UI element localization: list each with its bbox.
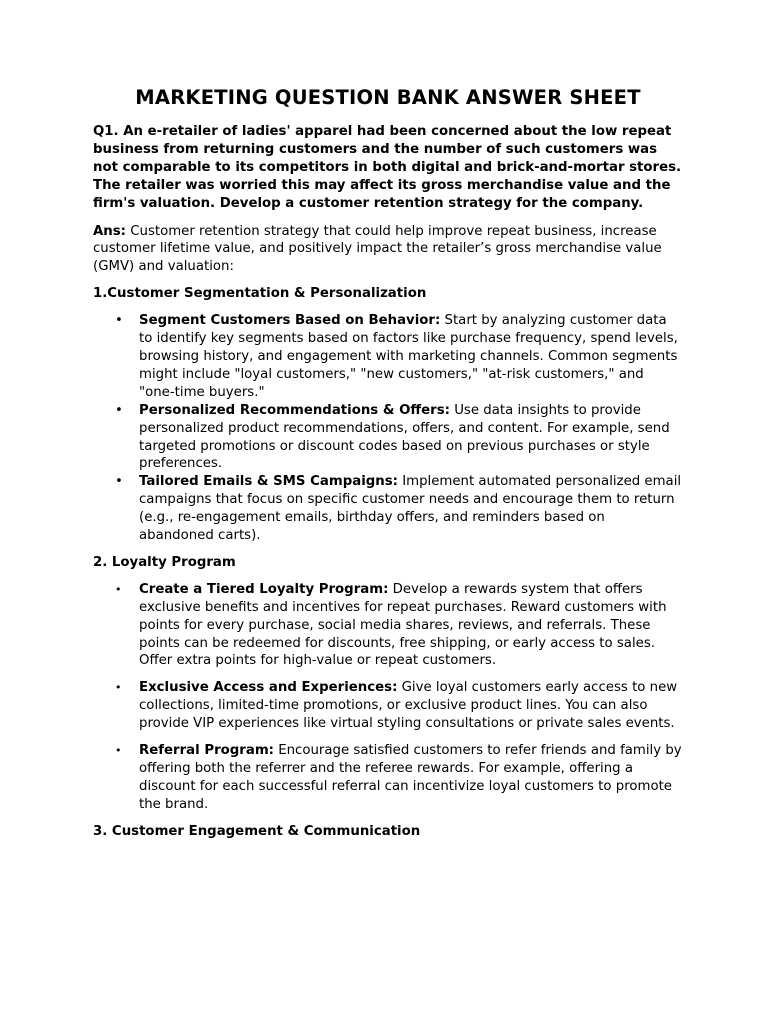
segmentation-list [93,312,683,545]
section-heading-segmentation: 1.Customer Segmentation & Personalization [93,286,427,302]
item-text: Implement automated personalized email campaigns that focus on specific customer needs and encourage them to return (e.g., re-engagement emails, birthday offers, and reminders based on abandoned carts). [139,474,682,544]
question-text: Q1. An e-retailer of ladies' apparel had been concerned about the low repeat business from returning customers and the number of such customers was not comparable to its competitors in both digital and brick-and-mortar stores. The retailer was worried this may affect its gross merchandise value and the firm's valuation. Develop a customer retention strategy for the company. [93,124,682,211]
bullet-icon: • [115,582,122,596]
bullet-icon: • [115,744,122,758]
item-label: Referral Program: [139,743,274,759]
item-label: Exclusive Access and Experiences: [139,680,398,696]
list-item [93,473,683,545]
item-text: Develop a rewards system that offers exclusive benefits and incentives for repeat purchases. Reward customers with points for every purchase, social media shares, reviews, and referrals. These points can be redeemed for discounts, free shipping, or early access to sales. Offer extra points for high-value or repeat customers. [139,581,667,669]
section-heading-loyalty: 2. Loyalty Program [93,554,236,570]
bullet-icon: • [115,474,123,490]
document-title: MARKETING QUESTION BANK ANSWER SHEET [135,86,641,109]
bullet-icon: • [115,402,123,418]
item-text: Give loyal customers early access to new collections, limited-time promotions, or exclusive product lines. You can also provide VIP experiences like virtual styling consultations or private sales events. [139,680,678,732]
item-label: Personalized Recommendations & Offers: [139,402,450,418]
item-label: Segment Customers Based on Behavior: [139,313,441,329]
list-item [93,742,683,814]
item-text: Use data insights to provide personalized product recommendations, offers, and content. For example, send targeted promotions or discount codes based on previous purchases or style preferences. [139,402,670,472]
list-item [93,312,683,402]
answer-lead: Ans: [93,223,126,239]
document-page [93,86,683,850]
item-text: Encourage satisfied customers to refer friends and family by offering both the referrer and the referee rewards. For example, offering a discount for each successful referral can incentivize loyal customers to promote the brand. [139,743,682,812]
section-heading-engagement: 3. Customer Engagement & Communication [93,823,421,839]
item-label: Tailored Emails & SMS Campaigns: [139,474,398,490]
list-item [93,679,683,733]
list-item [93,402,683,474]
item-label: Create a Tiered Loyalty Program: [139,581,389,597]
list-item [93,581,683,671]
item-text: Start by analyzing customer data to identify key segments based on factors like purchase frequency, spend levels, browsing history, and engagement with marketing channels. Common segments might include "loyal customers," "new customers," "at-risk customers," and "one-time buyers." [139,313,678,400]
loyalty-list [93,581,683,814]
bullet-icon: • [115,681,122,695]
answer-intro [93,223,683,277]
bullet-icon: • [115,313,123,329]
answer-text: Customer retention strategy that could help improve repeat business, increase customer lifetime value, and positively impact the retailer’s gross merchandise value (GMV) and valuation: [93,223,662,275]
